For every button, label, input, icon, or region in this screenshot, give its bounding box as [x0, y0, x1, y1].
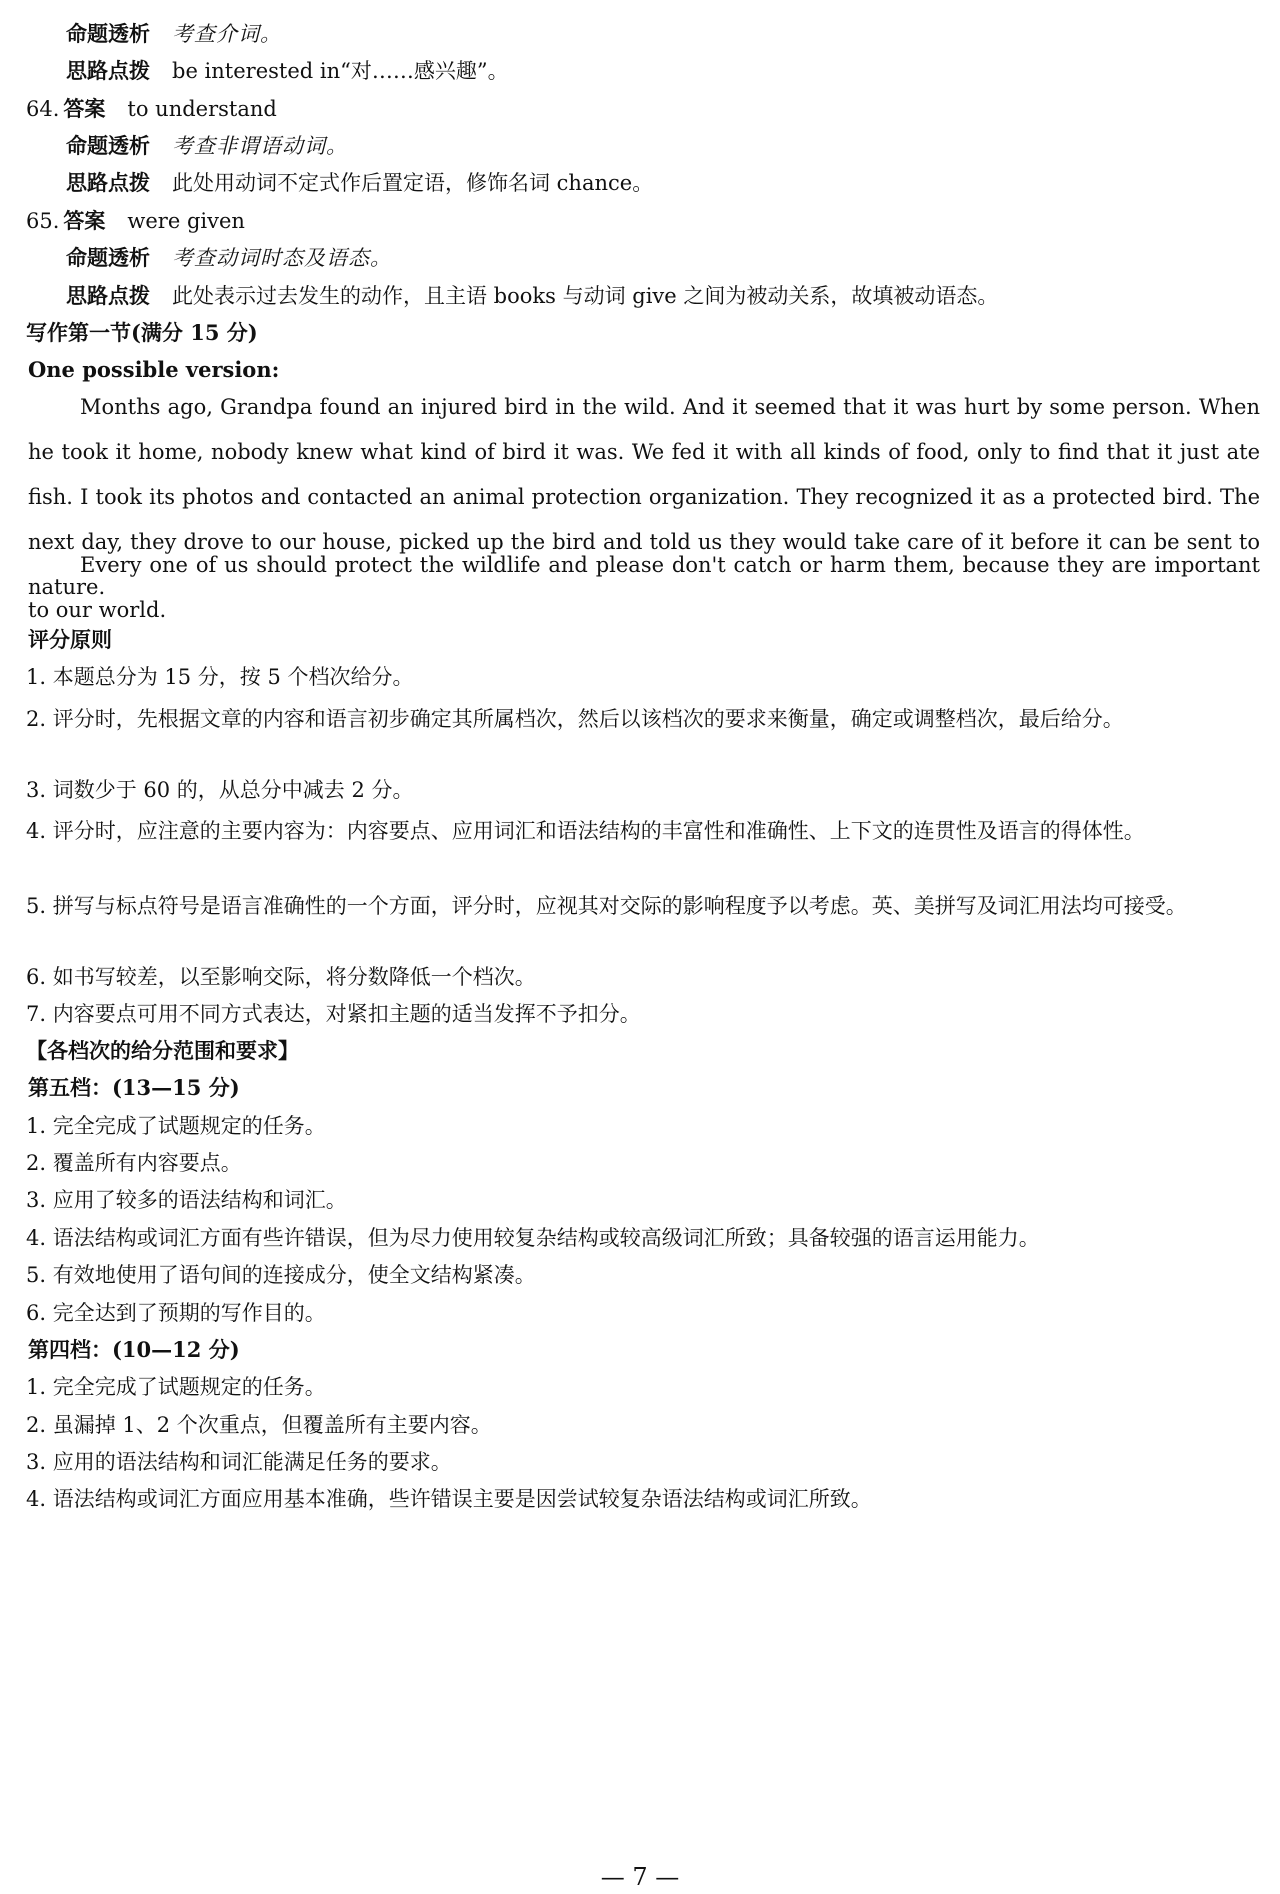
level-4-item: 2. 虽漏掉 1、2 个次重点，但覆盖所有主要内容。 — [26, 1413, 492, 1437]
answer-label: 答案 — [63, 208, 106, 233]
q65-answer-row — [26, 206, 245, 236]
levels-title: 【各档次的给分范围和要求】 — [26, 1038, 299, 1063]
level-5-item: 5. 有效地使用了语句间的连接成分，使全文结构紧凑。 — [26, 1263, 536, 1287]
hint-text: 此处表示过去发生的动作，且主语 books 与动词 give 之间为被动关系，故填被动语态。 — [172, 284, 999, 308]
scoring-title: 评分原则 — [28, 627, 112, 652]
question-number: 64. — [26, 97, 60, 121]
scoring-rule: 2. 评分时，先根据文章的内容和语言初步确定其所属档次，然后以该档次的要求来衡量，确定或调整档次，最后给分。 — [26, 707, 1124, 731]
scoring-rule: 3. 词数少于 60 的，从总分中减去 2 分。 — [26, 778, 414, 802]
writing-section-title: 写作第一节(满分 15 分) — [26, 320, 258, 345]
page-number: — 7 — — [600, 1863, 680, 1891]
question-number: 65. — [26, 209, 60, 233]
analysis-label: 命题透析 — [66, 245, 150, 270]
level-5-item: 2. 覆盖所有内容要点。 — [26, 1151, 242, 1175]
level-5-title: 第五档：(13—15 分) — [28, 1075, 240, 1100]
q65-hint-row — [66, 281, 998, 311]
level-5-item: 6. 完全达到了预期的写作目的。 — [26, 1301, 326, 1325]
hint-text: be interested in“对……感兴趣”。 — [172, 59, 509, 83]
scoring-rule: 1. 本题总分为 15 分，按 5 个档次给分。 — [26, 665, 414, 689]
answer-label: 答案 — [63, 96, 106, 121]
essay-paragraph-1: Months ago, Grandpa found an injured bird in the wild. And it seemed that it was hurt by some person. When he took it home, nobody knew what kind of bird it was. We fed it with all kinds of food, only to find that it just ate fish. I took its photos and contacted an animal protection organization. They recognized it as a protected bird. The next day, they drove to our house, picked up the bird and told us they would take care of it before it can be sent to nature. — [28, 395, 1260, 599]
scoring-rule: 5. 拼写与标点符号是语言准确性的一个方面，评分时，应视其对交际的影响程度予以考虑。英、美拼写及词汇用法均可接受。 — [26, 894, 1187, 918]
level-4-item: 3. 应用的语法结构和词汇能满足任务的要求。 — [26, 1450, 452, 1474]
hint-label: 思路点拨 — [66, 170, 150, 195]
q65-analysis-row — [66, 243, 392, 273]
hint-text: 此处用动词不定式作后置定语，修饰名词 chance。 — [172, 171, 654, 195]
level-4-title: 第四档：(10—12 分) — [28, 1337, 240, 1362]
q64-hint-row — [66, 168, 653, 198]
q64-analysis-row — [66, 131, 348, 161]
level-5-item: 3. 应用了较多的语法结构和词汇。 — [26, 1188, 347, 1212]
scoring-rule: 4. 评分时，应注意的主要内容为：内容要点、应用词汇和语法结构的丰富性和准确性、上下文的连贯性及语言的得体性。 — [26, 819, 1145, 843]
analysis-text: 考查介词。 — [172, 22, 282, 46]
essay-paragraph-2: Every one of us should protect the wildlife and please don't catch or harm them, because they are important to our world. — [28, 553, 1260, 622]
q64-answer-row — [26, 94, 277, 124]
hint-label: 思路点拨 — [66, 283, 150, 308]
analysis-label: 命题透析 — [66, 133, 150, 158]
hint-label: 思路点拨 — [66, 58, 150, 83]
level-5-item: 1. 完全完成了试题规定的任务。 — [26, 1114, 326, 1138]
scoring-rule: 7. 内容要点可用不同方式表达，对紧扣主题的适当发挥不予扣分。 — [26, 1002, 641, 1026]
level-5-item: 4. 语法结构或词汇方面有些许错误，但为尽力使用较复杂结构或较高级词汇所致；具备较强的语言运用能力。 — [26, 1226, 1040, 1250]
level-4-item: 1. 完全完成了试题规定的任务。 — [26, 1375, 326, 1399]
level-4-item: 4. 语法结构或词汇方面应用基本准确，些许错误主要是因尝试较复杂语法结构或词汇所致。 — [26, 1487, 872, 1511]
analysis-text: 考查动词时态及语态。 — [172, 246, 392, 270]
q63-hint-row — [66, 56, 509, 86]
analysis-label: 命题透析 — [66, 21, 150, 46]
scoring-rule: 6. 如书写较差，以至影响交际，将分数降低一个档次。 — [26, 965, 536, 989]
answer-text: were given — [127, 209, 245, 233]
analysis-text: 考查非谓语动词。 — [172, 134, 348, 158]
answer-text: to understand — [127, 97, 277, 121]
possible-version-label: One possible version: — [28, 357, 280, 382]
q63-analysis-row — [66, 19, 282, 49]
